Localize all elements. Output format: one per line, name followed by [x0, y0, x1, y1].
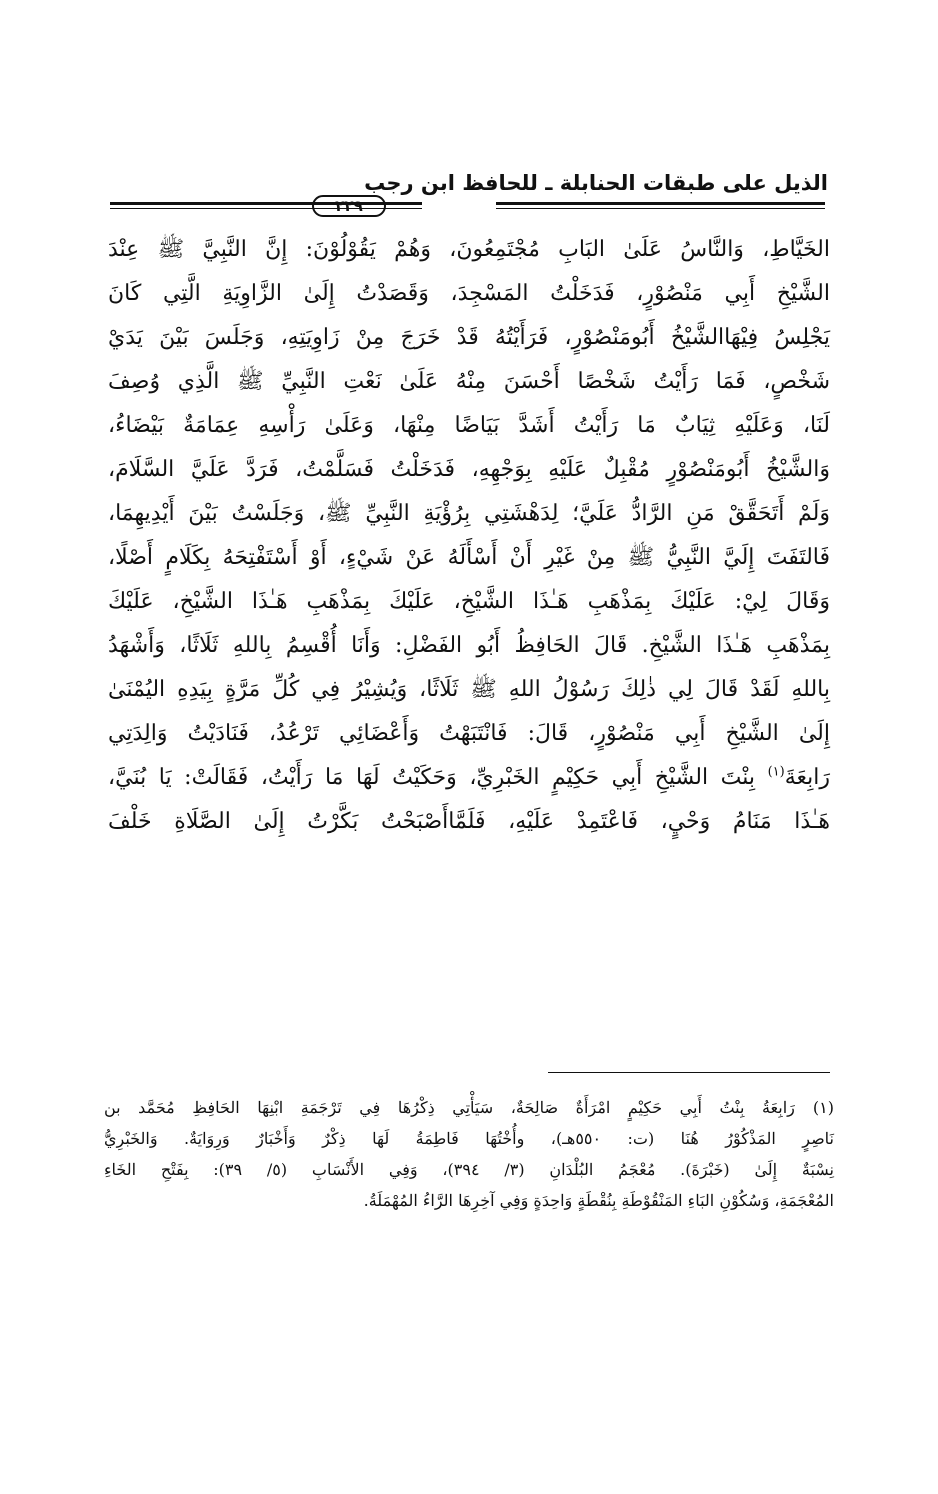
text-line: هَـٰذَا مَنَامُ وَحْيٍ، فَاعْتَمِدْ عَلَيْهِ، فَلَمَّاأَصْبَحْتُ بَكَّرْتُ إِلَىٰ الصَّلَاةِ خَلْفَ: [108, 809, 830, 834]
text-line: شَخْصٍ، فَمَا رَأَيْتُ شَخْصًا أَحْسَنَ مِنْهُ عَلَىٰ نَعْتِ النَّبِيِّ ﷺ الَّذِي وُصِفَ: [108, 369, 830, 394]
text-line: إِلَىٰ الشَّيْخِ أَبِي مَنْصُوْرٍ، قَالَ: فَانْتَبَهْتُ وَأَعْضَائِي تَرْعُدُ، فَنَادَيْتُ وَالِدَتِي: [108, 721, 830, 746]
footnote-line: نِسْبَةٌ إِلَىٰ (خَبْرَةَ). مُعْجَمُ البُلْدَانِ (٣/ ٣٩٤)، وَفِي الأَنْسَابِ (٥/ ٣٩): بِفَتْحِ الخَاءِ: [104, 1160, 835, 1179]
footnote-marker: (١): [812, 1098, 834, 1117]
footnote-reference[interactable]: (١): [767, 764, 785, 780]
text-line: وَالشَّيْخُ أَبُومَنْصُوْرٍ مُقْبِلٌ عَلَيْهِ بِوَجْهِهِ، فَدَخَلْتُ فَسَلَّمْتُ، فَرَدَّ عَلَيَّ السَّلَامَ،: [108, 457, 830, 482]
header-rule: [110, 196, 825, 216]
text-line: وَقَالَ لِيْ: عَلَيْكَ بِمَذْهَبِ هَـٰذَا الشَّيْخِ، عَلَيْكَ بِمَذْهَبِ هَـٰذَا الشَّيْخِ، عَلَيْكَ: [108, 589, 830, 614]
header-rule-right: [496, 202, 825, 209]
footnotes: [104, 1092, 834, 1216]
footnote-separator: [548, 1072, 830, 1073]
footnote-line: [104, 1092, 834, 1123]
footnote-line: نَاصِرٍ المَذْكُوْرُ هُنَا (ت: ٥٥٠هـ)، وأُخْتُهَا فَاطِمَةُ لَهَا ذِكْرٌ وَأَخْبَارٌ وَرِوَايَةٌ. وَالخَبْرِيُّ: [104, 1129, 835, 1148]
text-segment: بِنْتَ الشَّيْخِ أَبِي حَكِيْمٍ الخَبْرِيِّ، وَحَكَيْتُ لَهَا مَا رَأَيْتُ، فَقَالَتْ: يَا بُنَيَّ،: [108, 765, 768, 790]
footnote-line: المُعْجَمَةِ، وَسُكُوْنِ البَاءِ المَنْقُوْطَةِ بِنُقْطَةٍ وَاحِدَةٍ وَفِي آخِرِهَا الرَّاءُ المُهْمَلَةُ.: [363, 1191, 834, 1210]
main-text: [108, 228, 830, 844]
text-line: الشَّيْخِ أَبِي مَنْصُوْرٍ، فَدَخَلْتُ المَسْجِدَ، وَقَصَدْتُ إِلَىٰ الزَّاوِيَةِ الَّتِي كَانَ: [108, 281, 830, 306]
text-segment: رَابِعَةَ: [784, 765, 830, 790]
text-line: يَجْلِسُ فِيْهَاالشَّيْخُ أَبُومَنْصُوْرٍ، فَرَأَيْتُهُ قَدْ خَرَجَ مِنْ زَاوِيَتِهِ، وَجَلَسَ بَيْنَ يَدَيْ: [108, 325, 830, 350]
footnote-text: رَابِعَةُ بِنْتُ أَبِي حَكِيْمٍ امْرَأَةٌ صَالِحَةٌ، سَيَأْتِي ذِكْرُهَا فِي تَرْجَمَةِ ابْنِهَا الحَافِظِ مُحَمَّد بن: [104, 1098, 795, 1117]
text-line: وَلَمْ أَتَحَقَّقْ مَنِ الرَّادُّ عَلَيَّ؛ لِدَهْشَتِي بِرُؤْيَةِ النَّبِيِّ ﷺ، وَجَلَسْتُ بَيْنَ أَيْدِيهِمَا،: [108, 501, 830, 526]
text-line: بِمَذْهَبِ هَـٰذَا الشَّيْخِ. قَالَ الحَافِظُ أَبُو الفَضْلِ: وَأَنَا أُقْسِمُ بِاللهِ ثَلَاثًا، وَأَشْهَدُ: [108, 633, 830, 658]
text-line: فَالتَفَتَ إِلَيَّ النَّبِيُّ ﷺ مِنْ غَيْرِ أَنْ أَسْأَلَهُ عَنْ شَيْءٍ، أَوْ أَسْتَفْتِحَهُ بِكَلَامٍ أَصْلًا،: [108, 545, 830, 570]
page-number: ٢٢٩: [312, 195, 386, 217]
text-line-with-footnote: [108, 756, 830, 800]
text-line: الخَيَّاطِ، وَالنَّاسُ عَلَىٰ البَابِ مُجْتَمِعُونَ، وَهُمْ يَقُوْلُوْنَ: إِنَّ النَّبِيَّ ﷺ عِنْدَ: [108, 237, 830, 262]
text-line: لَنَا، وَعَلَيْهِ ثِيَابٌ مَا رَأَيْتُ أَشَدَّ بَيَاضًا مِنْهَا، وَعَلَىٰ رَأْسِهِ عِمَامَةٌ بَيْضَاءُ،: [108, 413, 830, 438]
running-title: الذيل على طبقات الحنابلة ـ للحافظ ابن رجب: [364, 171, 828, 195]
text-line: بِاللهِ لَقَدْ قَالَ لِي ذٰلِكَ رَسُوْلُ اللهِ ﷺ ثَلَاثًا، وَيُشِيْرُ فِي كُلِّ مَرَّةٍ بِيَدِهِ اليُمْنَىٰ: [108, 677, 830, 702]
